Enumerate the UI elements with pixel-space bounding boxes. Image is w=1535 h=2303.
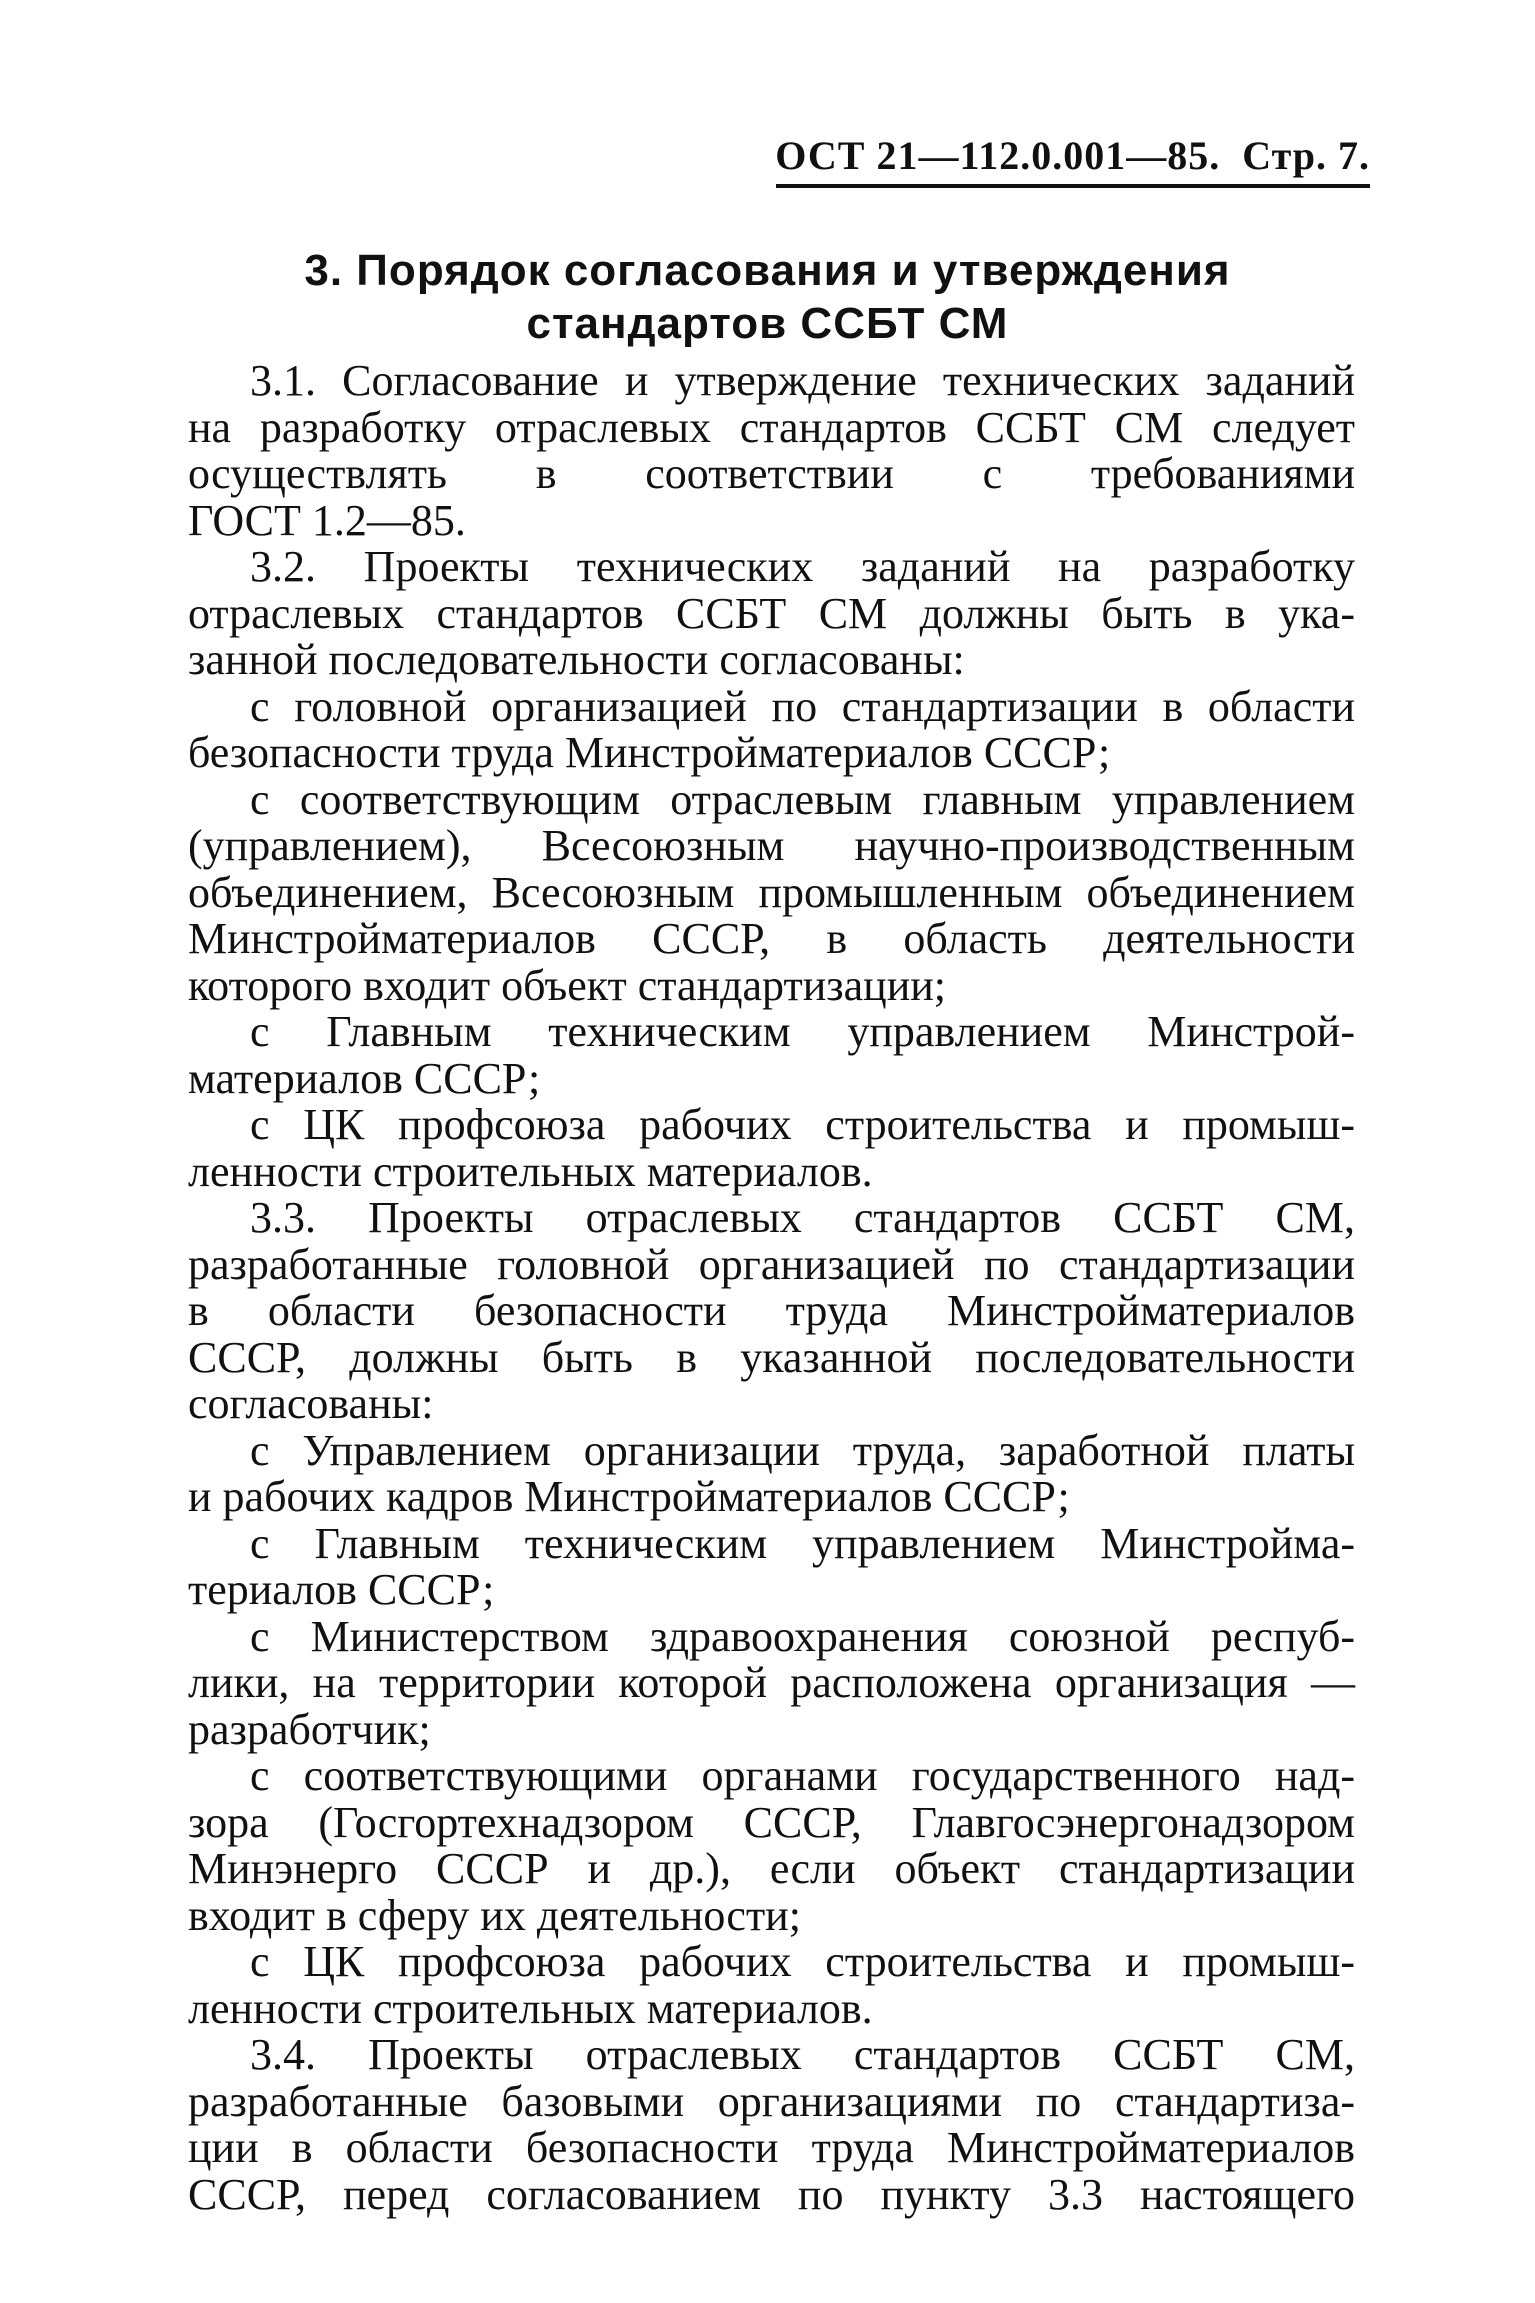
text-line: СССР, перед согласованием по пункту 3.3 настоящего: [188, 2169, 1355, 2219]
text-line: в области безопасности труда Минстройматериалов: [188, 1286, 1355, 1335]
page-number: Стр. 7.: [1242, 133, 1370, 178]
text-line: с головной организацией по стандартизации в области: [250, 681, 1355, 731]
text-line: (управлением), Всесоюзным научно-производственным: [188, 821, 1355, 870]
body-text: [188, 358, 1355, 2218]
text-line: ленности строительных материалов.: [188, 1146, 873, 1196]
text-line: 3.1. Согласование и утверждение технических заданий: [250, 356, 1355, 405]
text-line: лики, на территории которой расположена организация —: [188, 1658, 1355, 1707]
text-line: с Управлением организации труда, заработной платы: [250, 1425, 1355, 1475]
text-line: разработчик;: [188, 1704, 431, 1754]
text-line: с Главным техническим управлением Минстрой-: [250, 1007, 1355, 1056]
text-line: Минэнерго СССР и др.), если объект стандартизации: [188, 1844, 1355, 1893]
header-rule: [776, 184, 1370, 188]
text-line: объединением, Всесоюзным промышленным объединением: [188, 867, 1355, 917]
text-line: входит в сферу их деятельности;: [188, 1890, 801, 1940]
text-line: с соответствующими органами государственного над-: [250, 1751, 1355, 1800]
text-line: ГОСТ 1.2—85.: [188, 495, 466, 545]
section-title: [180, 244, 1355, 350]
text-line: Минстройматериалов СССР, в область деятельности: [188, 914, 1355, 963]
text-line: безопасности труда Минстройматериалов СССР;: [188, 728, 1111, 777]
text-line: ции в области безопасности труда Минстройматериалов: [188, 2123, 1355, 2172]
text-line: которого входит объект стандартизации;: [188, 960, 947, 1010]
text-line: 3.2. Проекты технических заданий на разработку: [250, 542, 1355, 591]
text-line: с Главным техническим управлением Минстройма-: [250, 1518, 1355, 1568]
text-line: зора (Госгортехнадзором СССР, Главгосэнергонадзором: [188, 1797, 1355, 1847]
text-line: с соответствующим отраслевым главным управлением: [250, 774, 1355, 824]
text-line: осуществлять в соответствии с требованиями: [188, 449, 1355, 498]
text-line: и рабочих кадров Минстройматериалов СССР;: [188, 1472, 1070, 1521]
text-line: ленности строительных материалов.: [188, 1983, 873, 2033]
text-line: с ЦК профсоюза рабочих строительства и промыш-: [250, 1100, 1355, 1149]
text-line: териалов СССР;: [188, 1565, 495, 1614]
section-title-line: 3. Порядок согласования и утверждения: [304, 246, 1231, 295]
text-line: отраслевых стандартов ССБТ СМ должны быть в ука-: [188, 588, 1355, 638]
text-line: 3.3. Проекты отраслевых стандартов ССБТ СМ,: [250, 1193, 1355, 1242]
text-line: СССР, должны быть в указанной последовательности: [188, 1332, 1355, 1382]
text-line: занной последовательности согласованы:: [188, 635, 965, 684]
text-line: разработанные базовыми организациями по стандартиза-: [188, 2076, 1355, 2126]
text-line: 3.4. Проекты отраслевых стандартов ССБТ СМ,: [250, 2030, 1355, 2079]
running-header: [770, 132, 1370, 179]
text-line: с Министерством здравоохранения союзной респуб-: [250, 1611, 1355, 1661]
text-line: материалов СССР;: [188, 1053, 541, 1103]
text-line: разработанные головной организацией по стандартизации: [188, 1239, 1355, 1289]
standard-code: ОСТ 21—112.0.001—85.: [775, 133, 1221, 178]
text-line: согласованы:: [188, 1379, 434, 1428]
section-title-line: стандартов ССБТ СМ: [526, 299, 1009, 348]
text-line: с ЦК профсоюза рабочих строительства и промыш-: [250, 1937, 1355, 1986]
text-line: на разработку отраслевых стандартов ССБТ СМ следует: [188, 402, 1355, 452]
